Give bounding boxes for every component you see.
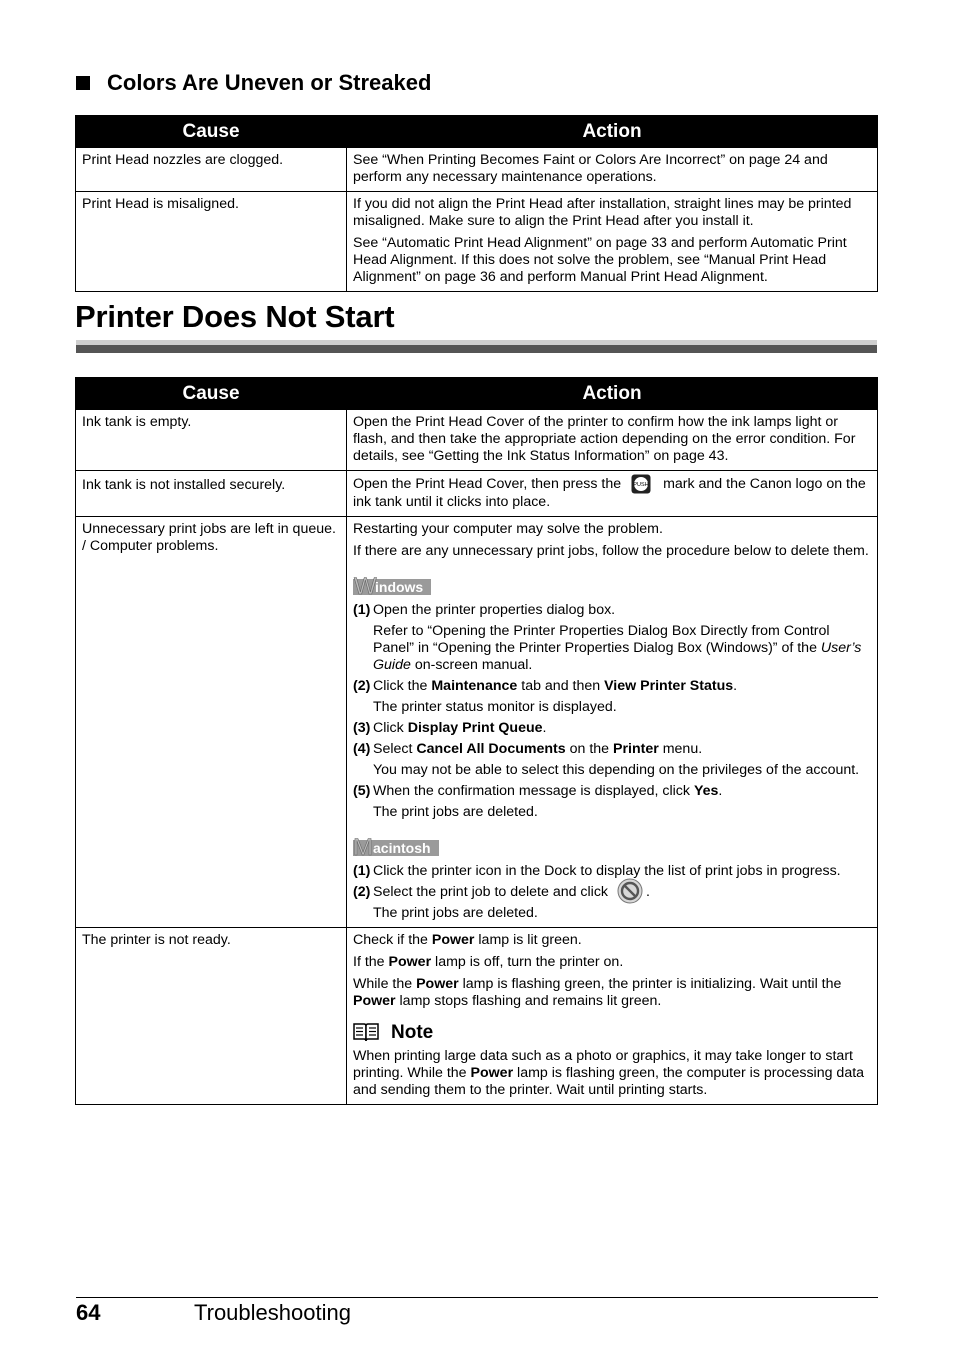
cause-cell: Print Head nozzles are clogged. [76, 148, 347, 192]
book-icon [353, 1022, 379, 1042]
section-heading [76, 70, 431, 96]
action-cell [347, 148, 878, 192]
mac-step-1: (1) Click the printer icon in the Dock to display the list of print jobs in progress. [353, 863, 841, 879]
windows-step-3: (3) Click Display Print Queue. [353, 720, 547, 736]
table-header-row [76, 378, 878, 410]
svg-text:PUSH: PUSH [633, 482, 649, 488]
step-detail: You may not be able to select this depending on the privileges of the account. [373, 762, 860, 778]
action-header: Action [347, 116, 878, 148]
table-row [76, 192, 878, 292]
action-text: See “When Printing Becomes Faint or Colors Are Incorrect” on page 24 and perform any necessary maintenance operations. [353, 152, 828, 185]
table-row [76, 148, 878, 192]
action-cell [347, 410, 878, 471]
windows-step-2: (2) Click the Maintenance tab and then View Printer Status. [353, 678, 738, 694]
note-heading [353, 1022, 871, 1042]
cause-cell: Ink tank is not installed securely. [76, 471, 347, 517]
step-detail: The print jobs are deleted. [373, 905, 538, 921]
mac-step-2: (2) Select the print job to delete and click . [353, 884, 871, 901]
windows-step-5: (5) When the confirmation message is displayed, click Yes. [353, 783, 723, 799]
cause-header: Cause [76, 116, 347, 148]
svg-text:M: M [353, 834, 373, 857]
page-title: Printer Does Not Start [75, 299, 395, 334]
cause-cell: Unnecessary print jobs are left in queue. / Computer problems. [76, 517, 347, 928]
action-cell [347, 192, 878, 292]
cause-cell: Ink tank is empty. [76, 410, 347, 471]
footer-section-title: Troubleshooting [194, 1300, 351, 1325]
svg-text:W: W [354, 573, 377, 596]
windows-step-1: (1) Open the printer properties dialog box. [353, 602, 616, 618]
svg-text:acintosh: acintosh [373, 840, 431, 856]
note-label: Note [391, 1021, 434, 1043]
action-cell: Restarting your computer may solve the problem. If there are any unnecessary print jobs, follow the procedure below to delete them. W indows (1) Open the printer properties dialog box. Refer to “Opening the Printer Properties Dialog Box Directly from Control Panel” in “Opening the Printer Properties Dialog Box (Windows)” of the User’s Guide on-screen manual. (2) Click the Maintenance tab and then View Printer Status. The printer status monitor is displayed. (3) Click Display Print Queue. (4) Select Cancel All Documents on the Printer menu. You may not be able to select this depending on the privileges of the account. (5) When the confirmation message is displayed, click Yes. The print jobs are deleted. M acintosh (1) Click the printer icon in the Dock to display the list of print jobs in progress. (2) Select the print job to delete and click . The print jobs are deleted. [347, 517, 878, 928]
windows-step-4: (4) Select Cancel All Documents on the Printer menu. [353, 741, 703, 757]
table-row [76, 928, 878, 1105]
cancel-job-icon [616, 878, 644, 904]
table-row [76, 517, 878, 928]
cause-header: Cause [76, 378, 347, 410]
step-detail: Refer to “Opening the Printer Properties Dialog Box Directly from Control Panel” in “Opening the Printer Properties Dialog Box (Windows)” of the User’s Guide on-screen manual. [373, 623, 862, 673]
title-underline [76, 340, 877, 353]
action-header: Action [347, 378, 878, 410]
section-heading-text: Colors Are Uneven or Streaked [107, 70, 432, 95]
action-text: Open the Print Head Cover of the printer to confirm how the ink lamps light or flash, and then take the appropriate action depending on the error condition. For details, see “Getting the Ink Status Information” on page 43. [353, 414, 856, 464]
printer-does-not-start-table [75, 377, 878, 1105]
cause-cell: The printer is not ready. [76, 928, 347, 1105]
windows-badge [353, 572, 871, 596]
action-text: If you did not align the Print Head after installation, straight lines may be printed misaligned. Make sure to align the Print Head after you install it. [353, 196, 852, 229]
note-text: When printing large data such as a photo or graphics, it may take longer to start printing. While the Power lamp is flashing green, the computer is processing data and sending them to the printer. Wait until printing starts. [353, 1048, 865, 1098]
footer-rule [76, 1297, 878, 1298]
action-cell: Open the Print Head Cover, then press the PUSH mark and the Canon logo on the ink tank until it clicks into place. [347, 471, 878, 517]
svg-text:indows: indows [375, 579, 424, 595]
square-bullet-icon [76, 76, 90, 90]
page-number: 64 [76, 1300, 101, 1325]
step-detail: The print jobs are deleted. [373, 804, 538, 820]
table-row [76, 410, 878, 471]
push-icon [631, 474, 651, 494]
action-text: See “Automatic Print Head Alignment” on page 33 and perform Automatic Print Head Alignment. If this does not solve the problem, see “Manual Print Head Alignment” on page 36 and perform Manual Print Head Alignment. [353, 235, 847, 285]
table-header-row [76, 116, 878, 148]
action-cell: Check if the Power lamp is lit green. If the Power lamp is off, turn the printer on. While the Power lamp is flashing green, the printer is initializing. Wait until the Power lamp stops flashing and remains lit green. Note When printing large data such as a photo or graphics, it may take longer to start printing. While the Power lamp is flashing green, the computer is processing data and sending them to the printer. Wait until printing starts. [347, 928, 878, 1105]
table-row [76, 471, 878, 517]
cause-cell: Print Head is misaligned. [76, 192, 347, 292]
macintosh-badge [353, 833, 871, 857]
colors-uneven-table [75, 115, 878, 292]
step-detail: The printer status monitor is displayed. [373, 699, 617, 715]
